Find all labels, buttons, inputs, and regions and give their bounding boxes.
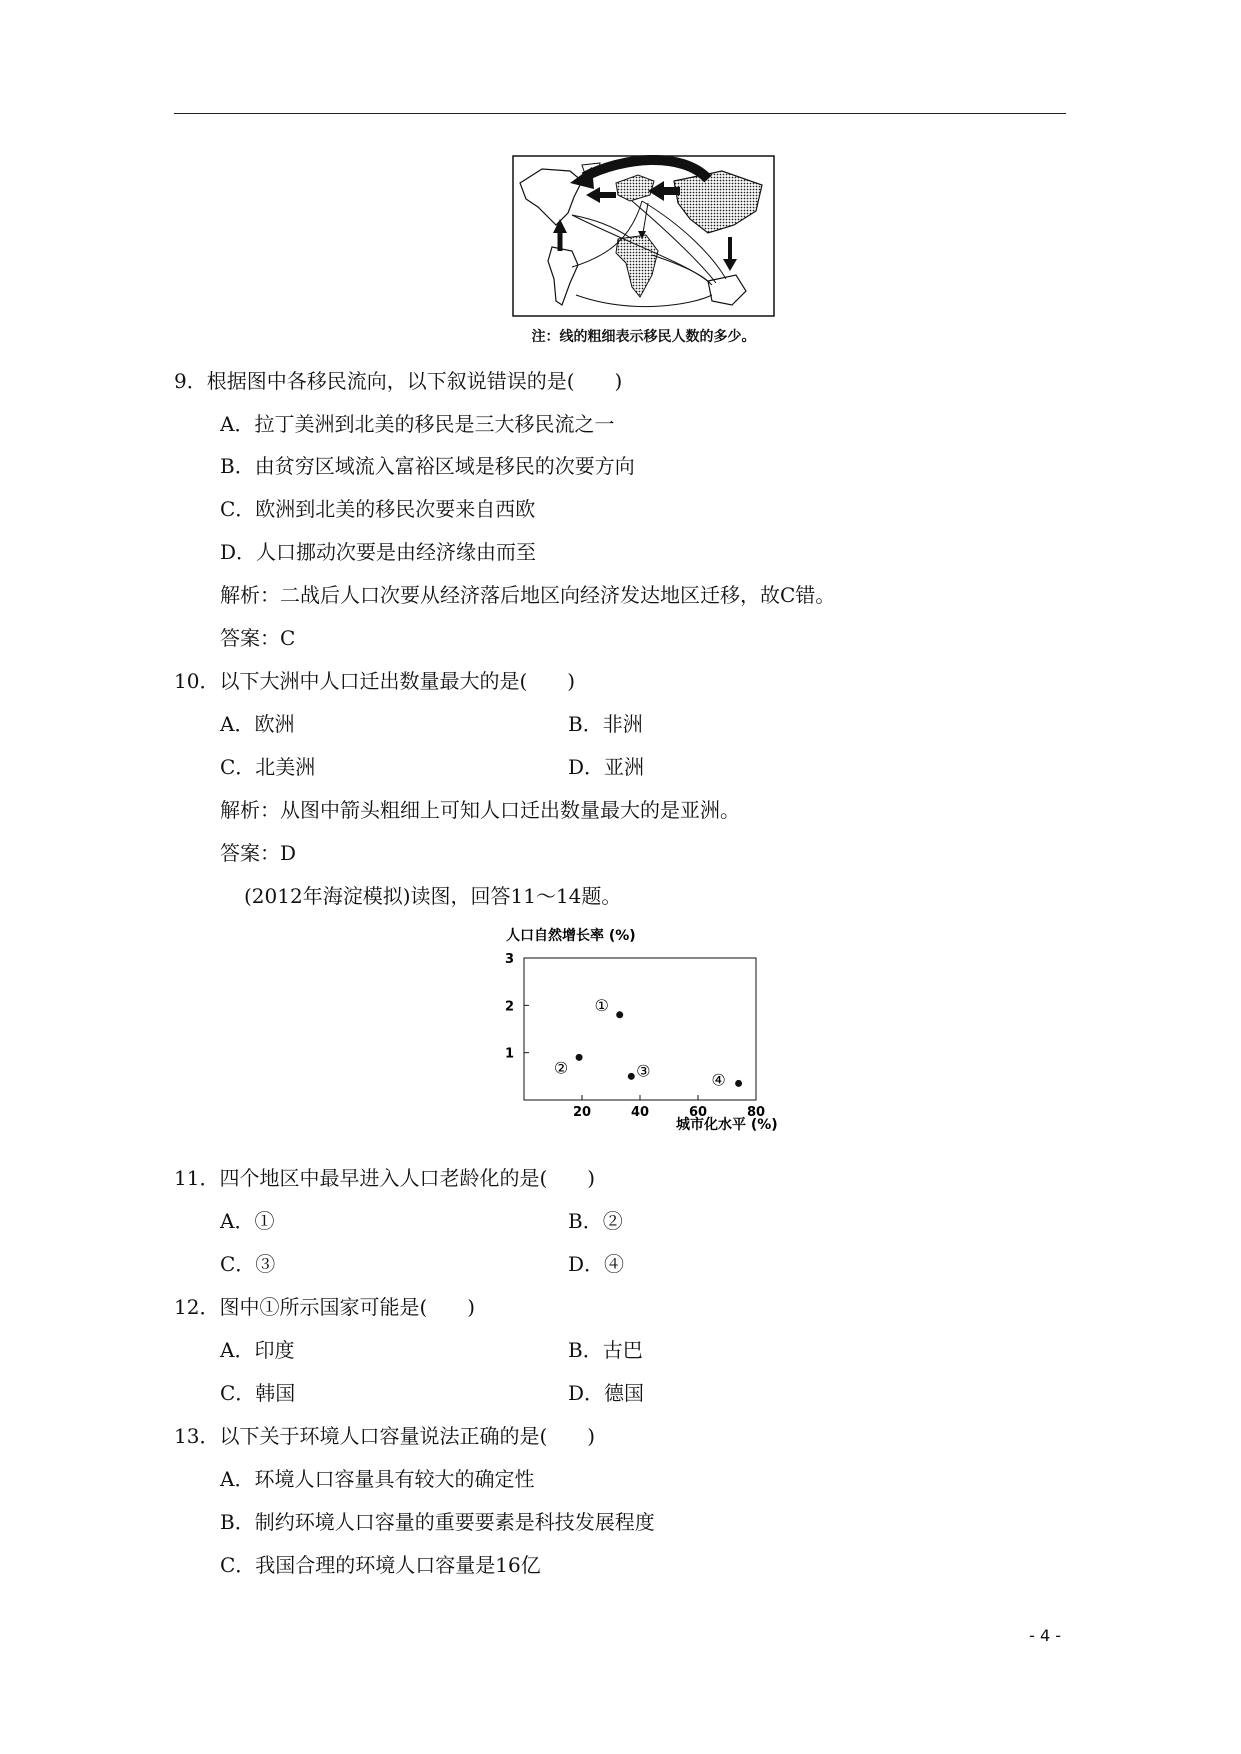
q13-option-b: B．制约环境人口容量的重要要素是科技发展程度 [220,1510,655,1534]
q9-option-b: B．由贫穷区域流入富裕区域是移民的次要方向 [220,454,635,478]
q11-option-b: B．② [568,1209,623,1233]
q10-analysis: 解析：从图中箭头粗细上可知人口迁出数量最大的是亚洲。 [220,798,740,822]
q13-option-c: C．我国合理的环境人口容量是16亿 [220,1553,541,1577]
q9-option-a: A．拉丁美洲到北美的移民是三大移民流之一 [220,412,615,436]
q10-option-b: B．非洲 [568,712,643,736]
y-axis-label: 人口自然增长率 (%) [506,928,636,944]
q11-stem: 11．四个地区中最早进入人口老龄化的是( ) [174,1166,596,1190]
intro-text: (2012年海淀模拟)读图，回答11～14题。 [244,884,622,908]
q13-option-a: A．环境人口容量具有较大的确定性 [220,1467,535,1491]
x-tick-label: 60 [688,1105,708,1120]
data-point [628,1073,635,1080]
x-tick-label: 80 [746,1105,766,1120]
y-tick-label: 1 [504,1046,514,1062]
q10-answer: 答案：D [220,841,297,865]
q11-option-a: A．① [220,1209,275,1233]
data-point-label: ① [594,995,609,1015]
y-tick-label: 2 [504,999,514,1015]
q12-stem: 12．图中①所示国家可能是( ) [174,1295,476,1319]
q12-option-d: D．德国 [568,1381,645,1405]
migration-map [512,155,775,317]
q11-option-d: D．④ [568,1252,625,1276]
x-axis-label: 城市化水平 (%) [676,1117,778,1132]
q10-option-d: D．亚洲 [568,755,645,779]
q12-option-c: C．韩国 [220,1381,296,1405]
q10-option-c: C．北美洲 [220,755,316,779]
data-point-label: ③ [636,1061,651,1081]
q9-option-d: D．人口挪动次要是由经济缘由而至 [220,540,537,564]
data-point [735,1080,742,1087]
q13-stem: 13．以下关于环境人口容量说法正确的是( ) [174,1424,596,1448]
q10-option-a: A．欧洲 [220,712,295,736]
q9-answer: 答案：C [220,626,296,650]
q10-stem: 10．以下大洲中人口迁出数量最大的是( ) [174,669,576,693]
x-tick-label: 40 [630,1105,650,1120]
data-point [576,1054,583,1061]
q9-analysis: 解析：二战后人口次要从经济落后地区向经济发达地区迁移，故C错。 [220,583,836,607]
data-point [616,1011,623,1018]
q9-option-c: C．欧洲到北美的移民次要来自西欧 [220,497,536,521]
scatter-chart [490,922,790,1132]
data-point-label: ④ [711,1070,726,1090]
x-tick-label: 20 [572,1105,592,1120]
page-number: - 4 - [1029,1626,1061,1645]
map-note: 注：线的粗细表示移民人数的多少。 [531,329,756,345]
q12-option-b: B．古巴 [568,1338,643,1362]
q11-option-c: C．③ [220,1252,276,1276]
data-point-label: ② [553,1058,569,1078]
y-tick-label: 3 [504,952,514,967]
q9-stem: 9．根据图中各移民流向，以下叙说错误的是( ) [174,369,623,393]
q12-option-a: A．印度 [220,1338,295,1362]
header-rule [174,113,1066,114]
